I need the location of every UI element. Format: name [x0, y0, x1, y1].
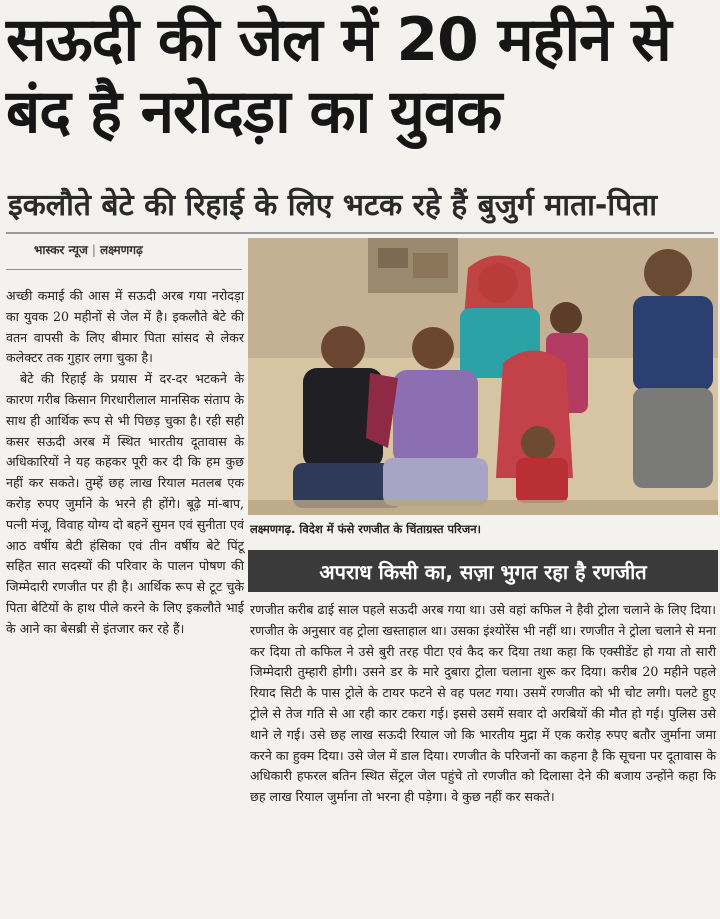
- dateline-agency: भास्कर न्यूज: [34, 243, 88, 257]
- box-heading: [248, 550, 718, 592]
- left-paragraph-2: बेटे की रिहाई के प्रयास में दर-दर भटकने के कारण गरीब किसान गिरधारीलाल मानसिक संताप के साथ ही आर्थिक रूप से भी पिछड़ चुका है। रही सही कसर सऊदी अरब में स्थित भारतीय दूतावास के अधिकारियों ने यह कहकर पूरी कर दी कि हम कुछ नहीं कर सकते। तुम्हें छह लाख रियाल मतलब एक करोड़ रुपए जुर्माने के भरने ही होंगे। बूढ़े मां-बाप, पत्नी मंजू, विवाह योग्य दो बहनें सुमन एवं सुनीता एवं आठ वर्षीय बेटी हंसिका एवं तीन वर्षीय बेटे पिंटू सहित सात सदस्यों की परिवार के पालन पोषण की जिम्मेदारी रणजीत पर ही है। आर्थिक रूप से टूट चुके पिता बेटियों के हाथ पीले करने के लिए इकलौते भाई के आने का बेसब्री से इंतजार कर रहे हैं।: [6, 371, 244, 636]
- family-photo: [248, 238, 718, 515]
- right-paragraph: रणजीत करीब ढाई साल पहले सऊदी अरब गया था। उसे वहां कफिल ने हैवी ट्रोला चलाने के लिए दिया। रणजीत के अनुसार वह ट्रोला खस्ताहाल था। उसका इंश्योरेंस भी नहीं था। रणजीत ने ट्रोला चलाने से मना कर दिया तो कफिल ने उसे बुरी तरह पीटा एवं कैद कर दिया तथा कहा कि एक्सीडेंट हो गया तो सारी जिम्मेदारी तुम्हारी होगी। उसने डर के मारे दुबारा ट्रोला चलाना शुरू कर दिया। करीब 20 महीने पहले रियाद सिटी के पास ट्रोले के टायर फटने से वह पलट गया। उसमें रणजीत को भी चोट लगी। पलटे हुए ट्रोले से तेज गति से आ रही कार टकरा गई। इससे उसमें सवार दो अरबियों की मौत हो गई। पुलिस उसे थाने ले गई। उसे छह लाख सऊदी रियाल जो कि भारतीय मुद्रा में एक करोड़ रुपए बतौर जुर्माना जमा करने का हुक्म दिया। उसे जेल में डाल दिया। रणजीत के परिजनों का कहना है कि सूचना पर दूतावास के अधिकारी हफरल बतिन स्थित सेंट्रल जेल पहुंचे तो रणजीत को दिलासा देने की बजाय उन्होंने कहा कि छह लाख रियाल जुर्माना तो भरना ही पड़ेगा। वे कुछ नहीं कर सकते।: [250, 602, 716, 805]
- dateline-rule: [6, 269, 242, 270]
- right-column: [250, 600, 716, 808]
- subheadline: इकलौते बेटे की रिहाई के लिए भटक रहे हैं बुजुर्ग माता-पिता: [8, 188, 658, 223]
- box-heading-text: अपराध किसी का, सज़ा भुगत रहा है रणजीत: [319, 559, 647, 584]
- dateline: [34, 241, 143, 258]
- family-photo-illustration: [248, 238, 718, 515]
- left-column: [6, 286, 244, 640]
- dateline-separator: |: [91, 243, 96, 257]
- dateline-place: लक्ष्मणगढ़: [99, 243, 143, 257]
- headline: सऊदी की जेल में 20 महीने से बंद है नरोदड़ा का युवक: [6, 5, 671, 147]
- photo-caption: लक्ष्मणगढ़. विदेश में फंसे रणजीत के चिंताग्रस्त परिजन।: [250, 522, 481, 536]
- left-paragraph-1: अच्छी कमाई की आस में सऊदी अरब गया नरोदड़ा का युवक 20 महीनों से जेल में है। इकलौते बेटे की वतन वापसी के लिए बीमार पिता सांसद से लेकर कलेक्टर तक गुहार लगा चुका है।: [6, 288, 244, 366]
- top-rule: [6, 232, 714, 234]
